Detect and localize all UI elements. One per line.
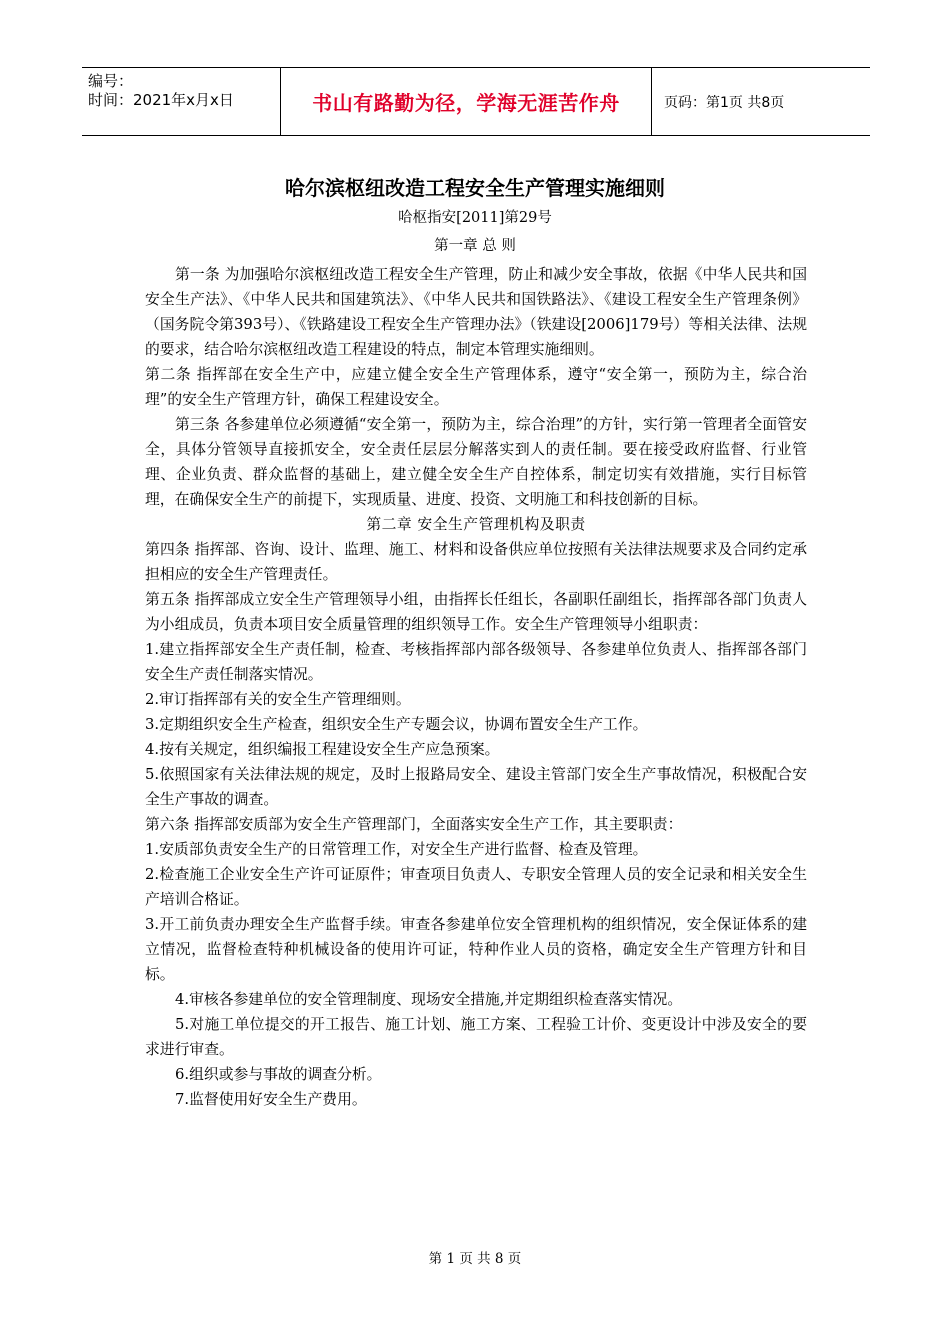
article-6-item-7: 7.监督使用好安全生产费用。 xyxy=(175,1091,367,1108)
article-3: 第三条 各参建单位必须遵循“安全第一，预防为主，综合治理”的方针，实行第一管理者全面管安全，具体分管领导直接抓安全，安全责任层层分解落实到人的责任制。要在接受政府监督、行业管理、企业负责、群众监督的基础上，建立健全安全生产自控体系，制定切实有效措施，实行目标管理，在确保安全生产的前提下，实现质量、进度、投资、文明施工和科技创新的目标。 xyxy=(145,416,807,508)
header-motto-cell xyxy=(280,68,652,135)
page-header xyxy=(82,67,870,136)
page-info: 页码：第1页 共8页 xyxy=(664,94,785,111)
article-5-item-5: 5.依照国家有关法律法规的规定，及时上报路局安全、建设主管部门安全生产事故情况，积极配合安全生产事故的调查。 xyxy=(145,766,807,808)
article-6: 第六条 指挥部安质部为安全生产管理部门，全面落实安全生产工作，其主要职责： xyxy=(145,816,683,833)
article-6-item-3: 3.开工前负责办理安全生产监督手续。审查各参建单位安全管理机构的组织情况，安全保证体系的建立情况，监督检查特种机械设备的使用许可证，特种作业人员的资格，确定安全生产管理方针和目标。 xyxy=(145,916,807,983)
document-body xyxy=(145,262,807,1112)
page-footer: 第 1 页 共 8 页 xyxy=(428,1251,522,1267)
document-title: 哈尔滨枢纽改造工程安全生产管理实施细则 xyxy=(285,176,665,200)
header-page-cell xyxy=(652,68,870,135)
article-5-item-1: 1.建立指挥部安全生产责任制，检查、考核指挥部内部各级领导、各参建单位负责人、指挥部各部门安全生产责任制落实情况。 xyxy=(145,641,807,683)
header-meta xyxy=(82,68,280,135)
article-6-item-6: 6.组织或参与事故的调查分析。 xyxy=(175,1066,382,1083)
article-6-item-1: 1.安质部负责安全生产的日常管理工作，对安全生产进行监督、检查及管理。 xyxy=(145,841,648,858)
article-2: 第二条 指挥部在安全生产中，应建立健全安全生产管理体系，遵守“安全第一，预防为主，综合治理”的安全生产管理方针，确保工程建设安全。 xyxy=(145,366,807,408)
article-6-item-4: 4.审核各参建单位的安全管理制度、现场安全措施,并定期组织检查落实情况。 xyxy=(175,991,683,1008)
time-label: 时间：2021年x月x日 xyxy=(88,91,234,109)
article-5-item-2: 2.审订指挥部有关的安全生产管理细则。 xyxy=(145,691,411,708)
number-label: 编号： xyxy=(88,72,134,90)
document-number: 哈枢指安[2011]第29号 xyxy=(398,210,552,226)
article-5-item-4: 4.按有关规定，组织编报工程建设安全生产应急预案。 xyxy=(145,741,500,758)
article-1: 第一条 为加强哈尔滨枢纽改造工程安全生产管理，防止和减少安全事故，依据《中华人民共和国安全生产法》、《中华人民共和国建筑法》、《中华人民共和国铁路法》、《建设工程安全生产管理条例》（国务院令第393号）、《铁路建设工程安全生产管理办法》（铁建设[2006]179号）等相关法律、法规的要求，结合哈尔滨枢纽改造工程建设的特点，制定本管理实施细则。 xyxy=(145,266,807,358)
article-5: 第五条 指挥部成立安全生产管理领导小组，由指挥长任组长，各副职任副组长，指挥部各部门负责人为小组成员，负责本项目安全质量管理的组织领导工作。安全生产管理领导小组职责： xyxy=(145,591,807,633)
chapter-1-heading: 第一章 总 则 xyxy=(434,238,516,254)
article-5-item-3: 3.定期组织安全生产检查，组织安全生产专题会议，协调布置安全生产工作。 xyxy=(145,716,648,733)
motto-text: 书山有路勤为径，学海无涯苦作舟 xyxy=(312,91,620,115)
article-6-item-5: 5.对施工单位提交的开工报告、施工计划、施工方案、工程验工计价、变更设计中涉及安全的要求进行审查。 xyxy=(145,1016,807,1058)
article-4: 第四条 指挥部、咨询、设计、监理、施工、材料和设备供应单位按照有关法律法规要求及合同约定承担相应的安全生产管理责任。 xyxy=(145,541,807,583)
chapter-2-heading: 第二章 安全生产管理机构及职责 xyxy=(366,516,586,533)
article-6-item-2: 2.检查施工企业安全生产许可证原件；审查项目负责人、专职安全管理人员的安全记录和相关安全生产培训合格证。 xyxy=(145,866,807,908)
